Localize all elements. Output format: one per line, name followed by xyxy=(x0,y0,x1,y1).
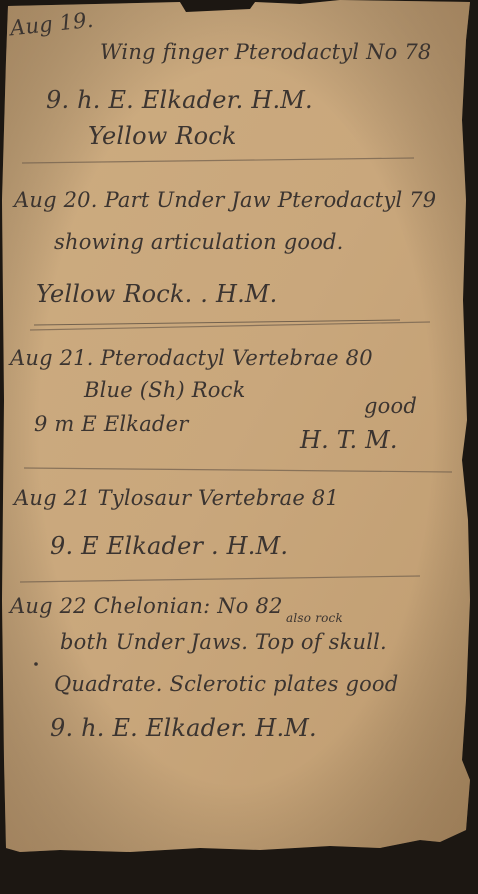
entry-81-line-2: 9. E Elkader . H.M. xyxy=(50,532,289,560)
entry-80-initials: H. T. M. xyxy=(300,426,398,454)
entry-80-line-1: Aug 21. Pterodactyl Vertebrae 80 xyxy=(10,346,373,370)
entry-80-line-2: Blue (Sh) Rock xyxy=(84,378,246,402)
entry-78-line-2: 9. h. E. Elkader. H.M. xyxy=(46,86,313,114)
entry-81-line-1: Aug 21 Tylosaur Vertebrae 81 xyxy=(14,486,339,510)
entry-79-line-3: Yellow Rock. . H.M. xyxy=(36,280,278,308)
entry-80-line-3: 9 m E Elkader xyxy=(34,412,189,436)
stray-ink-dot xyxy=(34,662,38,666)
entry-82-line-4: 9. h. E. Elkader. H.M. xyxy=(50,714,317,742)
entry-78-line-1: Wing finger Pterodactyl No 78 xyxy=(100,40,432,64)
header-date-fragment: Aug 19. xyxy=(8,7,95,41)
entry-82-line-3: Quadrate. Sclerotic plates good xyxy=(54,672,399,696)
entry-82-insertion-note: also rock xyxy=(286,611,343,625)
entry-82-line-2: both Under Jaws. Top of skull. xyxy=(60,630,387,654)
entry-82-line-1: Aug 22 Chelonian: No 82 xyxy=(10,594,283,618)
entry-80-condition-note: good xyxy=(364,394,417,418)
entry-79-line-2: showing articulation good. xyxy=(54,230,344,254)
entry-78-line-3: Yellow Rock xyxy=(88,122,237,150)
entry-79-line-1: Aug 20. Part Under Jaw Pterodactyl 79 xyxy=(14,188,437,212)
